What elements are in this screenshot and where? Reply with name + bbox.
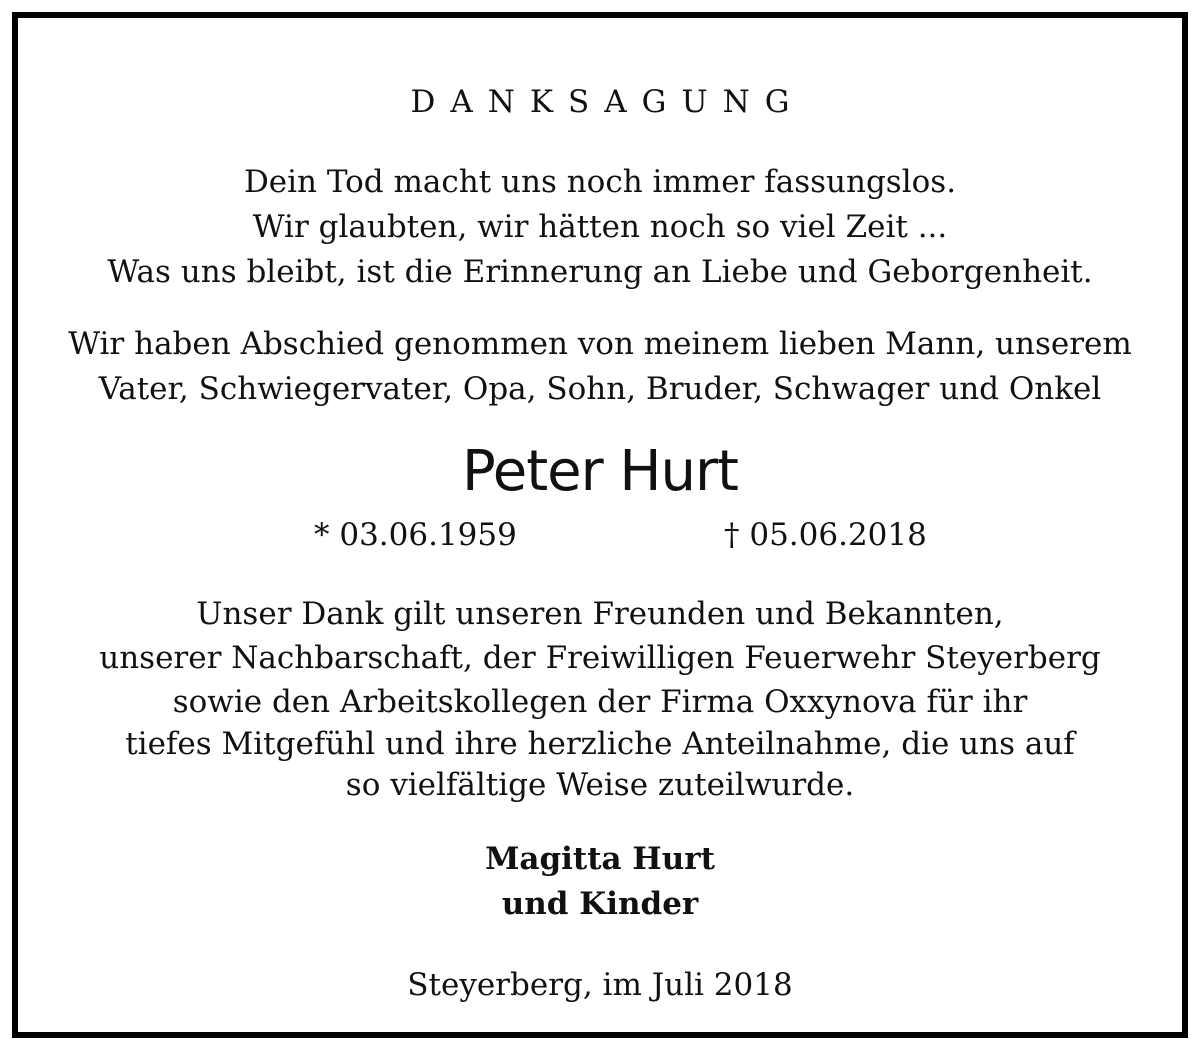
thanks-line-1: Unser Dank gilt unseren Freunden und Bekannten, xyxy=(196,596,1004,632)
notice-heading: DANKSAGUNG xyxy=(410,84,805,120)
obituary-notice xyxy=(12,12,1188,1038)
thanks-line-3: sowie den Arbeitskollegen der Firma Oxxynova für ihr xyxy=(172,684,1028,720)
place-and-date: Steyerberg, im Juli 2018 xyxy=(407,967,793,1003)
thanks-line-5: so vielfältige Weise zuteilwurde. xyxy=(345,767,855,803)
poem-line-3: Was uns bleibt, ist die Erinnerung an Liebe und Geborgenheit. xyxy=(107,254,1093,290)
poem-line-1: Dein Tod macht uns noch immer fassungslos. xyxy=(243,164,957,200)
deceased-name: Peter Hurt xyxy=(461,439,739,504)
signature-line-2: und Kinder xyxy=(501,886,699,922)
poem-line-2: Wir glaubten, wir hätten noch so viel Zeit ... xyxy=(252,209,948,245)
thanks-line-4: tiefes Mitgefühl und ihre herzliche Anteilnahme, die uns auf xyxy=(125,726,1075,762)
intro-line-2: Vater, Schwiegervater, Opa, Sohn, Bruder, Schwager und Onkel xyxy=(98,371,1102,407)
birth-date: * 03.06.1959 xyxy=(314,517,517,553)
thanks-line-2: unserer Nachbarschaft, der Freiwilligen Feuerwehr Steyerberg xyxy=(99,640,1101,676)
intro-line-1: Wir haben Abschied genommen von meinem lieben Mann, unserem xyxy=(68,326,1132,362)
death-date: † 05.06.2018 xyxy=(724,517,927,553)
signature-line-1: Magitta Hurt xyxy=(485,841,715,877)
